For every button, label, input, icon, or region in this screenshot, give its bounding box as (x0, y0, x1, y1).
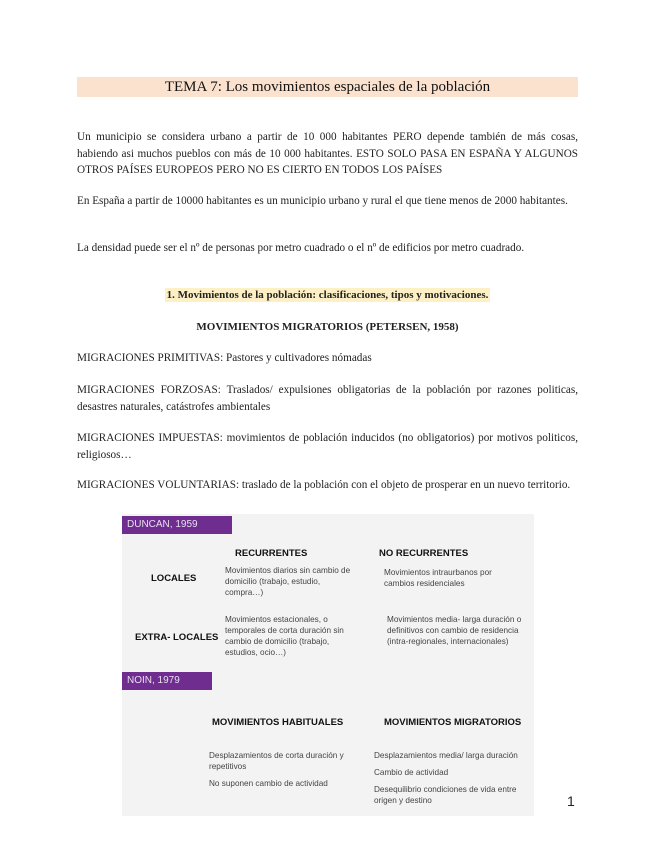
noin-migratorios-item-1: Desplazamientos media/ larga duración (374, 751, 518, 760)
migracion-forzosas: MIGRACIONES FORZOSAS: Traslados/ expulsiones obligatorias de la población por razones politicas, desastres naturales, catástrofes ambientales (77, 384, 578, 413)
migracion-impuestas: MIGRACIONES IMPUESTAS: movimientos de población inducidos (no obligatorios) por motivos politicos, religiosos… (77, 432, 578, 461)
noin-habituales-item-1: Desplazamientos de corta duración y repetitivos (209, 751, 344, 771)
page-title: TEMA 7: Los movimientos espaciales de la población (77, 77, 578, 97)
duncan-label: DUNCAN, 1959 (122, 516, 232, 534)
duncan-col-no-recurrentes: NO RECURRENTES (379, 548, 469, 559)
duncan-row-extra-locales: EXTRA- LOCALES (135, 632, 219, 643)
noin-col-habituales: MOVIMIENTOS HABITUALES (212, 717, 344, 728)
paragraph-urban-definition: Un municipio se considera urbano a partir de 10 000 habitantes PERO depende también de más cosas, habiendo asi muchos pueblos con más de 10 000 habitantes. ESTO SOLO PASA EN ESPAÑA Y ALGUNOS OTROS PAÍSES EUROPEOS PERO NO ES CIERTO EN TODOS LOS PAÍSES (77, 131, 578, 176)
section-heading-text: 1. Movimientos de la población: clasificaciones, tipos y motivaciones. (166, 289, 489, 301)
page-number: 1 (567, 793, 575, 809)
noin-label: NOIN, 1979 (122, 672, 212, 690)
paragraph-spain-threshold: En España a partir de 10000 habitantes es un municipio urbano y rural el que tiene menos de 2000 habitantes. (77, 195, 568, 207)
paragraph-density: La densidad puede ser el nº de personas por metro cuadrado o el nº de edificios por metro cuadrado. (77, 242, 525, 254)
subheading-petersen: MOVIMIENTOS MIGRATORIOS (PETERSEN, 1958) (196, 321, 459, 333)
noin-habituales-item-2: No suponen cambio de actividad (209, 779, 328, 788)
duncan-locales-no-recurrentes: Movimientos intraurbanos por cambios residenciales (384, 568, 492, 588)
classification-slide-image (122, 514, 534, 816)
noin-migratorios-item-3: Desequilibrio condiciones de vida entre origen y destino (374, 785, 517, 805)
section-heading (0, 289, 655, 301)
migracion-primitivas: MIGRACIONES PRIMITIVAS: Pastores y cultivadores nómadas (77, 352, 372, 364)
migracion-voluntarias: MIGRACIONES VOLUNTARIAS: traslado de la población con el objeto de prosperar en un nuevo territorio. (77, 479, 571, 491)
duncan-extra-no-recurrentes: Movimientos media- larga duración o definitivos con cambio de residencia (intra-regionales, internacionales) (387, 615, 522, 646)
duncan-locales-recurrentes: Movimientos diarios sin cambio de domicilio (trabajo, estudio, compra…) (225, 566, 351, 597)
duncan-extra-recurrentes: Movimientos estacionales, o temporales de corta duración sin cambio de domicilio (trabajo, estudios, ocio…) (225, 615, 344, 657)
duncan-row-locales: LOCALES (151, 573, 197, 584)
noin-migratorios-item-2: Cambio de actividad (374, 768, 449, 777)
noin-col-migratorios: MOVIMIENTOS MIGRATORIOS (384, 717, 522, 728)
duncan-col-recurrentes: RECURRENTES (235, 548, 308, 559)
